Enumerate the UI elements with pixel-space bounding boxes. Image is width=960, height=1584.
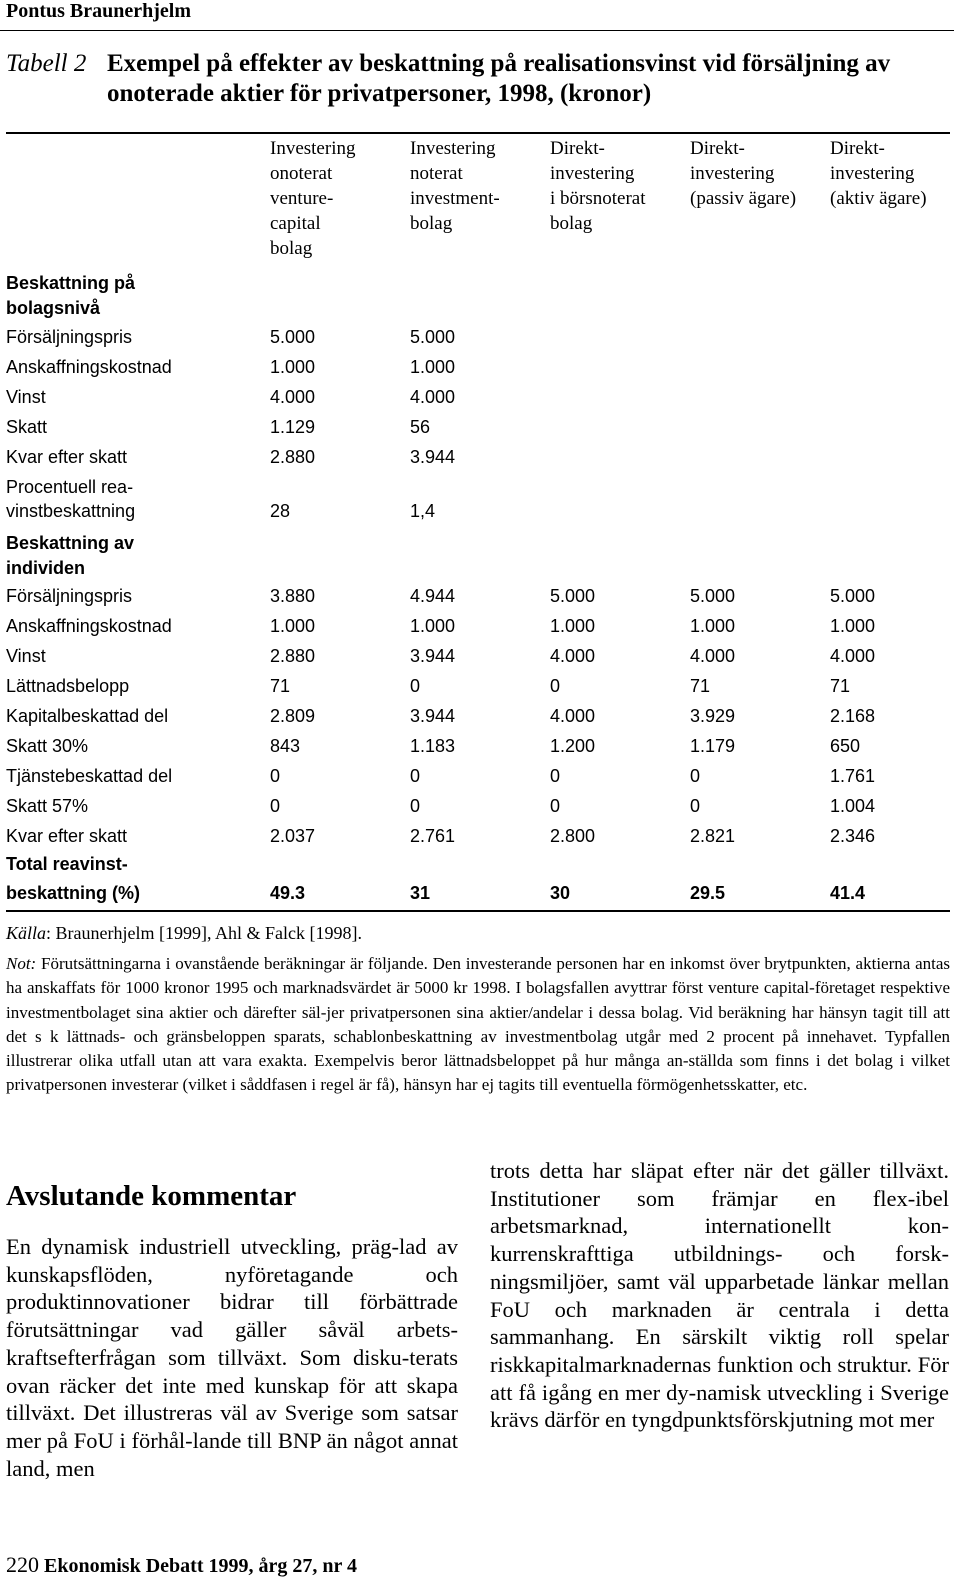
row-label: Lättnadsbelopp	[6, 676, 130, 696]
table-cell-total: 30	[550, 883, 571, 903]
table-cell: 1.000	[830, 616, 876, 636]
table-cell: 4.000	[270, 387, 316, 407]
row-label: Vinst	[6, 387, 46, 407]
source-label: Källa	[6, 923, 47, 943]
table-cell: 2.037	[270, 826, 316, 846]
source-text: : Braunerhjelm [1999], Ahl & Falck [1998].	[46, 923, 362, 943]
table-cell: 3.880	[270, 586, 316, 606]
table-caption-label: Tabell 2	[6, 50, 87, 77]
row-label: Procentuell rea-	[6, 477, 134, 497]
column-header: Direkt-	[830, 138, 885, 159]
column-header: Direkt-	[690, 138, 745, 159]
column-header: (aktiv ägare)	[830, 188, 927, 209]
table-cell: 0	[690, 796, 701, 816]
table-cell: 4.000	[410, 387, 456, 407]
section-heading-bolag: bolagsnivå	[6, 298, 101, 318]
table-cell: 1.200	[550, 736, 596, 756]
table-cell: 0	[410, 796, 421, 816]
table-cell: 2.821	[690, 826, 736, 846]
column-header: capital	[270, 213, 321, 234]
table-caption-text: Exempel på effekter av beskattning på realisationsvinst vid försäljning av onoterade aktier för privatpersoner, 1998, (kronor)	[107, 50, 891, 107]
table-cell: 2.168	[830, 706, 876, 726]
table-cell: 843	[270, 736, 301, 756]
table-cell-total: 31	[410, 883, 431, 903]
column-header: Investering	[410, 138, 496, 159]
row-label: Kvar efter skatt	[6, 826, 128, 846]
table-cell: 2.346	[830, 826, 876, 846]
table-cell: 1,4	[410, 501, 436, 521]
note-label: Not:	[6, 954, 37, 973]
section-heading: Avslutande kommentar	[6, 1180, 297, 1212]
section-heading-individ: individen	[6, 558, 86, 578]
running-head: Pontus Braunerhjelm	[6, 0, 191, 22]
table-cell: 3.944	[410, 447, 456, 467]
table-cell: 1.183	[410, 736, 456, 756]
table-cell: 650	[830, 736, 861, 756]
column-header: investering	[690, 163, 775, 184]
table-cell: 1.129	[270, 417, 316, 437]
table-cell: 1.179	[690, 736, 736, 756]
note-text: Förutsättningarna i ovanstående beräkningar är följande. Den investerande personen har en inkomst över brytpunkten, aktierna antas ha anskaffats för 1000 kronor 1995 och marknadsvärdet är 5000 kr 1998. I bolagsfallen avyttrar först venture capital-företaget respektive investmentbolaget sina aktier och därefter säl-jer privatpersonen sina aktier/andelar i dessa bolag. Vid beräkning har hänsyn tagit till att det s k lättnads- och gränsbeloppen sparats, schablonbeskattning av investmentbolag utgår med 2 procent på innehavet. Typfallen illustrerar olika utfall utan att vara exakta. Exempelvis beror lättnadsbeloppet på hur många an-ställda som finns i det bolag i vilket privatpersonen investerar (vilket i såddfasen i regel är få), hänsyn har ej tagits till eventuella förmögenhetsskatter, etc.	[6, 954, 950, 1095]
table-bottom-rule	[6, 910, 950, 912]
row-label: Kapitalbeskattad del	[6, 706, 169, 726]
article-right-column: trots detta har släpat efter när det gäller tillväxt. Institutioner som främjar en flex-ibel arbetsmarknad, internationellt kon-kurrenskrafttiga utbildnings- och forsk-ningsmiljöer, samt väl upparbetade länkar mellan FoU och marknaden är centrala i detta sammanhang. En särskilt viktig roll spelar riskkapitalmarknadernas funktion och struktur. För att få igång en mer dy-namisk utveckling i Sverige krävs därför en tyngdpunktsförskjutning mot mer	[490, 1158, 949, 1433]
row-label: Skatt	[6, 417, 48, 437]
table-cell: 1.000	[690, 616, 736, 636]
column-header: i börsnoterat	[550, 188, 646, 209]
table-cell: 28	[270, 501, 291, 521]
table-cell: 71	[830, 676, 851, 696]
row-label: Skatt 57%	[6, 796, 89, 816]
row-label: vinstbeskattning	[6, 501, 136, 521]
page-number: 220	[6, 1552, 39, 1577]
table-cell: 4.944	[410, 586, 456, 606]
column-header: bolag	[270, 238, 313, 259]
column-header: noterat	[410, 163, 463, 184]
table-cell: 1.000	[410, 616, 456, 636]
row-label-total: Total reavinst-	[6, 854, 128, 874]
table-cell: 5.000	[550, 586, 596, 606]
table-cell: 1.000	[550, 616, 596, 636]
row-label: Vinst	[6, 646, 46, 666]
column-header: venture-	[270, 188, 334, 209]
row-label: Kvar efter skatt	[6, 447, 128, 467]
row-label: Försäljningspris	[6, 327, 133, 347]
column-header: (passiv ägare)	[690, 188, 797, 209]
row-label: Försäljningspris	[6, 586, 133, 606]
column-header: investering	[550, 163, 635, 184]
table-cell: 4.000	[830, 646, 876, 666]
column-header: investment-	[410, 188, 500, 209]
table-cell: 5.000	[410, 327, 456, 347]
table-cell: 0	[410, 676, 421, 696]
table-cell: 1.000	[270, 616, 316, 636]
table-cell-total: 49.3	[270, 883, 306, 903]
table-cell: 0	[270, 766, 281, 786]
table-cell: 71	[270, 676, 291, 696]
table-cell: 1.000	[410, 357, 456, 377]
table-cell: 1.004	[830, 796, 876, 816]
table-cell: 2.809	[270, 706, 316, 726]
section-heading-bolag: Beskattning på	[6, 273, 136, 293]
table-cell: 5.000	[830, 586, 876, 606]
journal-name: Ekonomisk Debatt 1999, årg 27, nr 4	[44, 1555, 357, 1577]
table-cell: 5.000	[690, 586, 736, 606]
table-cell: 5.000	[270, 327, 316, 347]
table-note	[6, 952, 950, 1098]
table-cell: 4.000	[550, 646, 596, 666]
row-label: Anskaffningskostnad	[6, 357, 172, 377]
table-cell-total: 41.4	[830, 883, 866, 903]
table-cell: 0	[270, 796, 281, 816]
table-cell: 2.800	[550, 826, 596, 846]
column-header: onoterat	[270, 163, 333, 184]
table-cell: 0	[690, 766, 701, 786]
table-cell: 1.000	[270, 357, 316, 377]
table-cell: 0	[550, 766, 561, 786]
row-label-total: beskattning (%)	[6, 883, 141, 903]
section-heading-individ: Beskattning av	[6, 533, 135, 553]
table-cell: 0	[410, 766, 421, 786]
column-header: bolag	[410, 213, 453, 234]
table-cell: 56	[410, 417, 431, 437]
column-header: bolag	[550, 213, 593, 234]
table-cell: 1.761	[830, 766, 876, 786]
table-cell: 3.944	[410, 646, 456, 666]
table-cell: 2.880	[270, 646, 316, 666]
table-cell: 0	[550, 796, 561, 816]
row-label: Anskaffningskostnad	[6, 616, 172, 636]
row-label: Skatt 30%	[6, 736, 89, 756]
table-cell: 2.761	[410, 826, 456, 846]
row-label: Tjänstebeskattad del	[6, 766, 173, 786]
table-cell: 3.944	[410, 706, 456, 726]
table-cell: 3.929	[690, 706, 736, 726]
table-cell: 4.000	[550, 706, 596, 726]
table-cell: 2.880	[270, 447, 316, 467]
column-header: Direkt-	[550, 138, 605, 159]
table-cell-total: 29.5	[690, 883, 726, 903]
table-cell: 71	[690, 676, 711, 696]
column-header: Investering	[270, 138, 356, 159]
source-line	[6, 923, 362, 944]
table-cell: 4.000	[690, 646, 736, 666]
page-footer	[6, 1552, 357, 1578]
article-left-column: En dynamisk industriell utveckling, präg-lad av kunskapsflöden, nyföretagande och produktinnovationer bidrar till förbättrade förutsättningar vad gäller såväl arbets-kraftsefterfrågan som tillväxt. Som disku-terats ovan räcker det inte med kunskap för att skapa tillväxt. Det illustreras väl av Sverige som satsar mer på FoU i förhål-lande till BNP än något annat land, men	[6, 1234, 458, 1481]
column-header: investering	[830, 163, 915, 184]
table-cell: 0	[550, 676, 561, 696]
